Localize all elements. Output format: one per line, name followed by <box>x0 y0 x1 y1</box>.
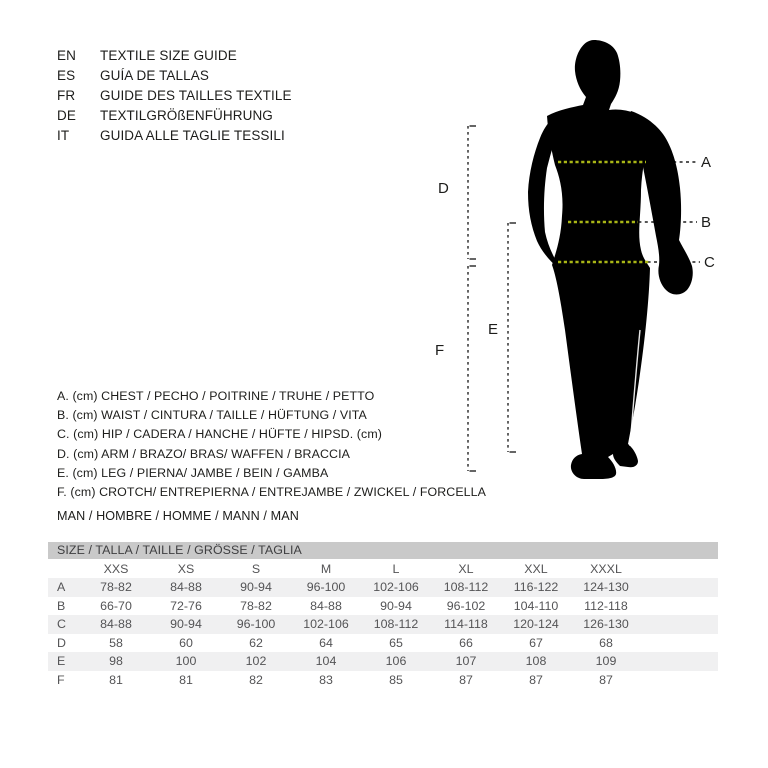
language-row <box>57 105 292 125</box>
size-value: 78-82 <box>100 580 132 595</box>
size-value: 62 <box>249 635 263 650</box>
table-row <box>48 652 718 671</box>
measurement-legend-item: D. (cm) ARM / BRAZO/ BRAS/ WAFFEN / BRACCIA <box>57 446 350 461</box>
size-column-header: S <box>251 561 261 576</box>
language-code: IT <box>57 127 70 143</box>
size-value: 96-100 <box>236 617 276 632</box>
size-value: 116-122 <box>513 580 559 595</box>
man-silhouette <box>547 40 650 479</box>
language-code: FR <box>57 87 76 103</box>
language-row <box>57 45 292 65</box>
size-value: 67 <box>529 635 543 650</box>
size-value: 90-94 <box>170 617 202 632</box>
size-value: 83 <box>319 672 333 687</box>
measurement-legend-item: A. (cm) CHEST / PECHO / POITRINE / TRUHE / PETTO <box>57 388 375 403</box>
size-column-header: XXL <box>524 561 548 576</box>
size-column-header: M <box>320 561 332 576</box>
size-value: 120-124 <box>513 617 559 632</box>
size-value: 124-130 <box>583 580 629 595</box>
language-row <box>57 85 292 105</box>
size-table-header: SIZE / TALLA / TAILLE / GRÖSSE / TAGLIA <box>48 542 718 559</box>
marker-label-hip: C <box>704 254 715 271</box>
size-value: 104 <box>315 654 337 669</box>
marker-label-waist: B <box>701 214 712 231</box>
language-title: GUIDA ALLE TAGLIE TESSILI <box>100 127 285 143</box>
row-key: A <box>57 580 66 595</box>
size-value: 87 <box>459 672 473 687</box>
size-value: 100 <box>175 654 197 669</box>
size-column-header: XXXL <box>590 561 622 576</box>
gender-heading: MAN / HOMBRE / HOMME / MANN / MAN <box>57 509 299 523</box>
size-value: 96-100 <box>306 580 346 595</box>
marker-label-chest: A <box>701 154 712 171</box>
size-value: 102-106 <box>303 617 349 632</box>
table-row <box>48 615 718 634</box>
size-column-header: XXS <box>103 561 129 576</box>
measurement-legend-item: C. (cm) HIP / CADERA / HANCHE / HÜFTE / HIPSD. (cm) <box>57 427 382 442</box>
size-value: 108 <box>525 654 547 669</box>
size-value: 102 <box>245 654 267 669</box>
size-value: 102-106 <box>373 580 419 595</box>
measurement-legend-item: E. (cm) LEG / PIERNA/ JAMBE / BEIN / GAMBA <box>57 465 329 480</box>
size-value: 60 <box>179 635 193 650</box>
size-value: 109 <box>595 654 617 669</box>
size-column-header: XS <box>177 561 195 576</box>
size-value: 98 <box>109 654 123 669</box>
measurement-legend-item: F. (cm) CROTCH/ ENTREPIERNA / ENTREJAMBE / ZWICKEL / FORCELLA <box>57 485 487 500</box>
size-value: 104-110 <box>513 598 559 613</box>
size-value: 65 <box>389 635 403 650</box>
size-columns-row <box>48 559 718 578</box>
size-value: 78-82 <box>240 598 272 613</box>
size-column-header: L <box>392 561 400 576</box>
row-key: E <box>57 654 66 669</box>
measurement-legend <box>57 386 486 502</box>
size-value: 81 <box>179 672 193 687</box>
measurement-legend-item: B. (cm) WAIST / CINTURA / TAILLE / HÜFTUNG / VITA <box>57 407 367 422</box>
language-title: GUÍA DE TALLAS <box>100 67 209 83</box>
size-value: 107 <box>455 654 477 669</box>
size-value: 68 <box>599 635 613 650</box>
language-title: TEXTILGRÖßENFÜHRUNG <box>100 107 273 123</box>
language-title: GUIDE DES TAILLES TEXTILE <box>100 87 292 103</box>
size-value: 90-94 <box>240 580 272 595</box>
language-code: ES <box>57 67 76 83</box>
table-row <box>48 578 718 597</box>
size-value: 82 <box>249 672 263 687</box>
size-value: 108-112 <box>373 617 419 632</box>
size-value: 114-118 <box>444 617 488 632</box>
marker-label-leg: E <box>488 321 499 338</box>
leg-length-line <box>508 223 516 452</box>
size-value: 126-130 <box>583 617 629 632</box>
size-value: 90-94 <box>380 598 412 613</box>
size-value: 96-102 <box>446 598 486 613</box>
size-value: 85 <box>389 672 403 687</box>
marker-label-crotch: F <box>435 342 445 359</box>
size-value: 81 <box>109 672 123 687</box>
size-value: 66 <box>459 635 473 650</box>
language-title: TEXTILE SIZE GUIDE <box>100 47 237 63</box>
size-table <box>48 542 718 689</box>
language-row <box>57 65 292 85</box>
size-value: 64 <box>319 635 333 650</box>
size-value: 106 <box>385 654 407 669</box>
size-column-header: XL <box>458 561 474 576</box>
size-value: 84-88 <box>170 580 202 595</box>
size-value: 108-112 <box>443 580 489 595</box>
language-code: EN <box>57 47 76 63</box>
row-key: B <box>57 598 66 613</box>
row-key: C <box>57 617 66 632</box>
table-row <box>48 634 718 653</box>
marker-label-arm: D <box>438 180 449 197</box>
size-value: 112-118 <box>584 598 628 613</box>
language-code: DE <box>57 107 76 123</box>
table-row <box>48 597 718 616</box>
size-value: 84-88 <box>100 617 132 632</box>
size-value: 87 <box>529 672 543 687</box>
size-value: 84-88 <box>310 598 342 613</box>
arm-length-line <box>468 126 476 259</box>
language-title-list <box>57 45 292 145</box>
row-key: F <box>57 672 65 687</box>
size-value: 72-76 <box>170 598 202 613</box>
language-row <box>57 125 292 145</box>
size-value: 58 <box>109 635 123 650</box>
row-key: D <box>57 635 66 650</box>
size-value: 66-70 <box>100 598 132 613</box>
size-table-body <box>48 578 718 689</box>
size-value: 87 <box>599 672 613 687</box>
table-row <box>48 671 718 690</box>
